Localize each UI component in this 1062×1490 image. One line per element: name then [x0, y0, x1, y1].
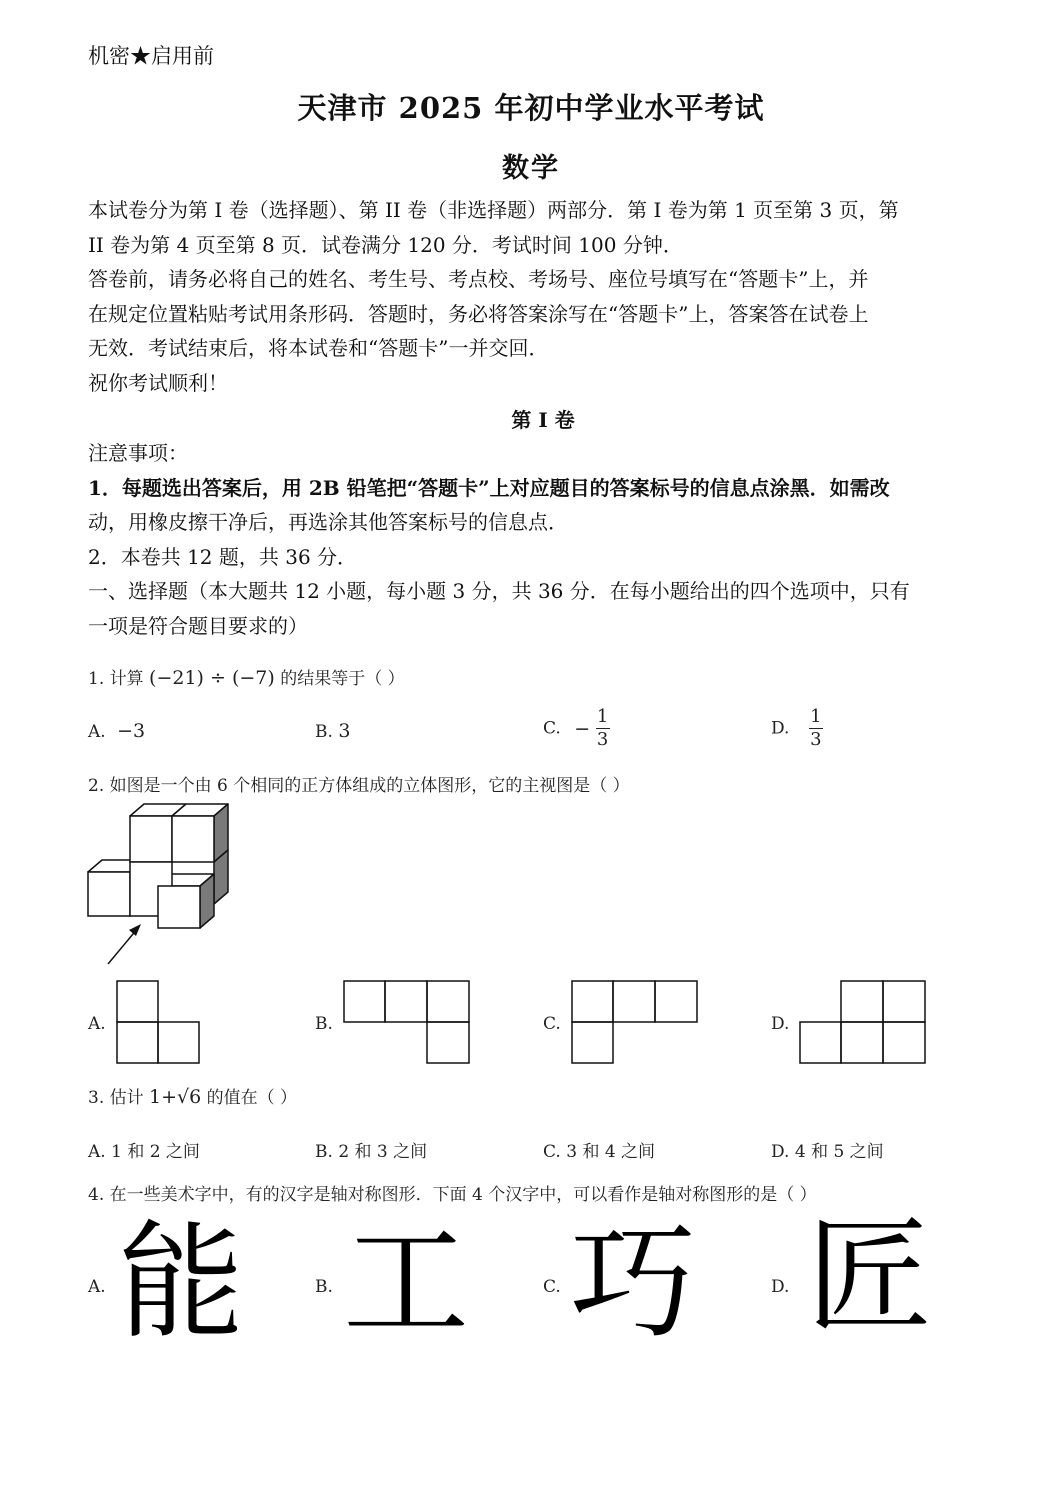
q4-option-a-label[interactable]: A. [88, 1277, 106, 1297]
intro-line-6: 祝你考试顺利！ [88, 370, 228, 395]
q1-option-c-denominator: 3 [596, 729, 609, 750]
q4-option-b-label[interactable]: B. [315, 1277, 333, 1297]
q3-option-b[interactable] [315, 1137, 427, 1162]
q1-option-d-label: D. [771, 718, 790, 739]
q2-option-a-figure[interactable] [116, 980, 200, 1064]
cube-front-face [88, 872, 130, 916]
q4-option-c-label[interactable]: C. [543, 1277, 561, 1297]
q1-option-b[interactable] [315, 720, 350, 742]
part-one-line-2: 一项是符合题目要求的） [88, 613, 308, 638]
q2-option-a-label[interactable]: A. [88, 1014, 106, 1034]
q3-option-b-value: 2 和 3 之间 [338, 1142, 428, 1162]
q2-option-c-figure[interactable] [571, 980, 698, 1064]
question-3-expression: 1+√6 [149, 1086, 202, 1108]
cube-front-face [158, 886, 200, 928]
question-1-prefix: 1. 计算 [88, 669, 144, 689]
note-1-line-2: 动，用橡皮擦干净后，再选涂其他答案标号的信息点． [88, 510, 568, 534]
q2-option-b-label[interactable]: B. [315, 1014, 333, 1034]
q1-option-c[interactable] [543, 706, 610, 751]
q1-option-c-sign: − [574, 717, 591, 740]
intro-text [88, 193, 998, 400]
q3-option-c-value: 3 和 4 之间 [566, 1142, 656, 1162]
q4-option-d-label[interactable]: D. [771, 1277, 790, 1297]
q4-option-a-character[interactable]: 能 [118, 1209, 244, 1356]
q2-option-d-figure[interactable] [799, 980, 926, 1064]
cube-stack-figure [80, 810, 240, 970]
q1-option-d-denominator: 3 [810, 729, 822, 750]
question-4: 4. 在一些美术字中，有的汉字是轴对称图形．下面 4 个汉字中，可以看作是轴对称图形的是（ ） [88, 1185, 817, 1205]
q1-option-b-value: 3 [338, 720, 351, 742]
question-3 [88, 1083, 297, 1108]
note-2: 2．本卷共 12 题，共 36 分． [88, 544, 358, 569]
question-1-expression: (−21) ÷ (−7) [149, 667, 275, 689]
intro-line-4: 在规定位置粘贴考试用条形码．答题时，务必将答案涂写在“答题卡”上，答案答在试卷上 [88, 301, 869, 326]
question-1-suffix: 的结果等于（ ） [280, 669, 405, 689]
notes-heading: 注意事项： [88, 441, 188, 465]
confidential-mark: 机密★启用前 [88, 44, 214, 68]
q1-option-c-fraction [596, 706, 610, 751]
q2-option-c-label[interactable]: C. [543, 1014, 561, 1034]
q2-option-b-figure[interactable] [343, 980, 470, 1064]
q3-option-d[interactable] [771, 1137, 884, 1162]
q3-option-c[interactable] [543, 1137, 655, 1162]
q3-option-a-value: 1 和 2 之间 [111, 1142, 200, 1162]
q4-option-b-character[interactable]: 工 [343, 1209, 469, 1356]
note-1-line-1: 1．每题选出答案后，用 2B 铅笔把“答题卡”上对应题目的答案标号的信息点涂黑．如需改 [88, 475, 890, 500]
section-title: 第 I 卷 [511, 408, 575, 432]
q3-option-d-value: 4 和 5 之间 [794, 1142, 884, 1162]
q3-option-d-label: D. [771, 1142, 790, 1162]
q1-option-d[interactable] [771, 706, 823, 751]
q3-option-c-label: C. [543, 1142, 561, 1162]
cube-front-face [172, 816, 214, 862]
cube-front-face [130, 816, 172, 862]
exam-title: 天津市 2025 年初中学业水平考试 [297, 91, 765, 125]
q1-option-b-label: B. [315, 722, 333, 742]
q3-option-a[interactable] [88, 1137, 200, 1162]
intro-line-2: II 卷为第 4 页至第 8 页．试卷满分 120 分．考试时间 100 分钟． [88, 232, 683, 257]
part-one-line-1: 一、选择题（本大题共 12 小题，每小题 3 分，共 36 分．在每小题给出的四个选项中，只有 [88, 579, 910, 603]
q1-option-c-label: C. [543, 718, 561, 739]
q4-option-d-character[interactable]: 匠 [806, 1203, 932, 1350]
intro-line-1: 本试卷分为第 I 卷（选择题）、第 II 卷（非选择题）两部分．第 I 卷为第 1 页至第 3 页，第 [88, 198, 899, 222]
q2-option-d-label[interactable]: D. [771, 1014, 790, 1034]
q1-option-a[interactable] [88, 720, 145, 742]
question-3-suffix: 的值在（ ） [206, 1088, 298, 1108]
q4-option-c-character[interactable]: 巧 [570, 1209, 696, 1356]
question-1 [88, 664, 405, 689]
arrow-head-icon [129, 924, 141, 936]
intro-line-5: 无效．考试结束后，将本试卷和“答题卡”一并交回． [88, 336, 549, 360]
question-2: 2. 如图是一个由 6 个相同的正方体组成的立体图形，它的主视图是（ ） [88, 776, 630, 796]
q1-option-a-value: −3 [117, 720, 146, 742]
q3-option-b-label: B. [315, 1142, 333, 1162]
q1-option-c-numerator: 1 [596, 706, 609, 727]
q3-option-a-label: A. [88, 1142, 106, 1162]
q1-option-d-numerator: 1 [810, 706, 822, 727]
notes-block [88, 436, 998, 643]
intro-line-3: 答卷前，请务必将自己的姓名、考生号、考点校、考场号、座位号填写在“答题卡”上，并 [88, 267, 869, 291]
question-3-prefix: 3. 估计 [88, 1088, 144, 1108]
q1-option-a-label: A. [88, 722, 106, 742]
subject-title: 数学 [502, 153, 560, 184]
q1-option-d-fraction [809, 706, 823, 751]
